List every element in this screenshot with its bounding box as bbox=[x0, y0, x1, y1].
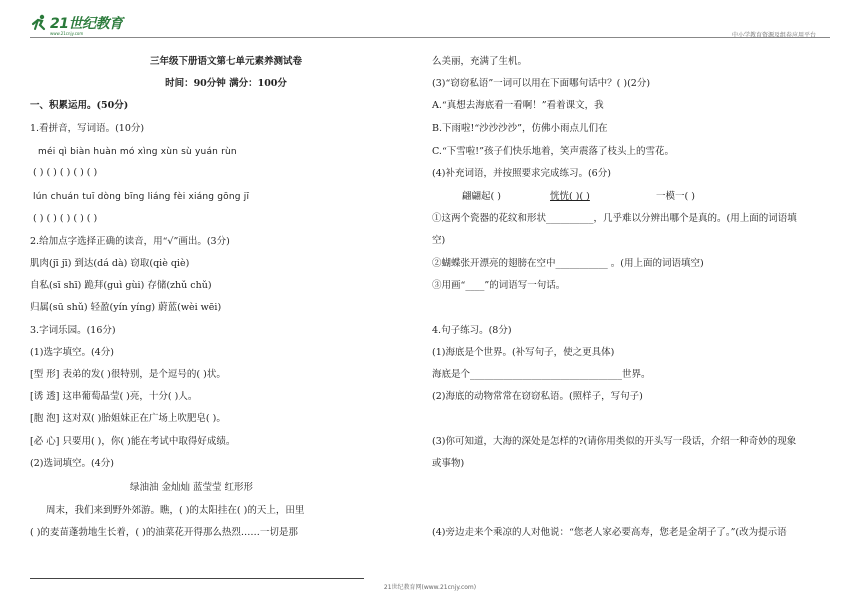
pronunciation-row-1: 肌肉(jī jī) 到达(dá dà) 窃取(qiè qiè) bbox=[30, 258, 190, 269]
pronunciation-row-2: 自私(sī shī) 跪拜(guì gùi) 存储(zhǔ chǔ) bbox=[30, 280, 212, 291]
pinyin-row-1: méi qì biàn huàn mó xìng xùn sù yuán rùn bbox=[38, 147, 237, 157]
question-2: 2.给加点字选择正确的读音，用“√”画出。(3分) bbox=[30, 236, 230, 247]
question-4-3-cont: 或事物) bbox=[432, 458, 465, 469]
footer-divider bbox=[30, 578, 364, 579]
logo-subtext: www.21cnjy.com bbox=[50, 31, 84, 36]
platform-name: 中小学教育资源及组卷应用平台 bbox=[731, 32, 816, 39]
question-4-3: (3)你可知道，大海的深处是怎样的?(请你用类似的开头写一段话，介绍一种奇妙的现象 bbox=[432, 436, 797, 447]
answer-row-1: ( ) ( ) ( ) ( ) ( ) bbox=[33, 167, 98, 178]
question-3-2: (2)选词填空。(4分) bbox=[30, 458, 114, 469]
runner-logo-icon bbox=[30, 14, 48, 32]
section-heading: 一、积累运用。(50分) bbox=[30, 100, 129, 111]
word-fill-a: 翩翩起( ) bbox=[462, 191, 501, 202]
question-4: 4.句子练习。(8分) bbox=[432, 325, 512, 336]
pronunciation-row-3: 归属(sū shǔ) 轻盈(yín yíng) 蔚蓝(wèi wēi) bbox=[30, 302, 222, 313]
question-4-1: (1)海底是个世界。(补写句子，使之更具体) bbox=[432, 347, 615, 358]
passage-line-1: 周末，我们来到野外郊游。瞧，( )的太阳挂在( )的天上，田里 bbox=[46, 505, 305, 516]
fill-row-1: [型 形] 表弟的发( )很特别，是个逗号的( )状。 bbox=[30, 369, 226, 380]
word-bank: 绿油油 金灿灿 蓝莹莹 红形形 bbox=[130, 482, 254, 493]
question-3-1: (1)选字填空。(4分) bbox=[30, 347, 114, 358]
logo-text: 21世纪教育 bbox=[50, 16, 123, 32]
question-3: 3.字词乐园。(16分) bbox=[30, 325, 116, 336]
option-b: B.下雨啦!“沙沙沙沙”，仿佛小雨点儿们在 bbox=[432, 123, 608, 134]
question-3-3: (3)“窃窃私语”一词可以用在下面哪句话中？( )(2分) bbox=[432, 78, 651, 89]
option-a: A.“真想去海底看一看啊！”看着课文，我 bbox=[432, 100, 604, 111]
passage-line-2: ( )的麦苗蓬勃地生长着，( )的油菜花开得那么热烈……一切是那 bbox=[30, 527, 298, 538]
fill-row-3: [胞 泡] 这对双( )胎姐妹正在广场上吹肥皂( )。 bbox=[30, 413, 226, 424]
footer-text: 21世纪教育网(www.21cnjy.com) bbox=[383, 584, 477, 591]
pinyin-row-2: lún chuán tuī dòng bīng liáng fèi xiáng gōng jī bbox=[33, 192, 250, 202]
fill-row-4: [必 心] 只要用( )，你( )能在考试中取得好成绩。 bbox=[30, 436, 236, 447]
question-4-4: (4)旁边走来个乘凉的人对他说：“您老人家必要高寿，您老是金胡子了。”(改为提示语 bbox=[432, 527, 787, 538]
fill-row-2: [诱 透] 这串葡萄晶莹( )亮，十分( )人。 bbox=[30, 391, 198, 402]
passage-line-3: 么美丽，充满了生机。 bbox=[432, 56, 528, 67]
exercise-1: ①这两个瓷器的花纹和形状__________，几乎难以分辨出哪个是真的。(用上面的词语填 bbox=[432, 213, 797, 224]
answer-4-1: 海底是个________________________________世界。 bbox=[432, 369, 651, 380]
option-c: C.“下雪啦!”孩子们快乐地着，笑声震落了枝头上的雪花。 bbox=[432, 146, 674, 157]
question-3-4: (4)补充词语，并按照要求完成练习。(6分) bbox=[432, 168, 611, 179]
exercise-1-cont: 空) bbox=[432, 235, 446, 246]
question-1: 1.看拼音，写词语。(10分) bbox=[30, 123, 145, 134]
exercise-3: ③用画“____”的词语写一句话。 bbox=[432, 280, 566, 291]
exam-subtitle: 时间：90分钟 满分：100分 bbox=[165, 78, 287, 89]
logo bbox=[30, 13, 123, 36]
header-divider bbox=[30, 37, 830, 38]
word-fill-c: 一模一( ) bbox=[656, 191, 695, 202]
word-fill-b: 恍恍( )( ) bbox=[550, 191, 590, 202]
question-4-2: (2)海底的动物常常在窃窃私语。(照样子，写句子) bbox=[432, 391, 643, 402]
answer-row-2: ( ) ( ) ( ) ( ) ( ) bbox=[33, 213, 98, 224]
exam-title: 三年级下册语文第七单元素养测试卷 bbox=[149, 56, 302, 67]
exercise-2: ②蝴蝶张开漂亮的翅膀在空中___________ 。(用上面的词语填空) bbox=[432, 258, 704, 269]
